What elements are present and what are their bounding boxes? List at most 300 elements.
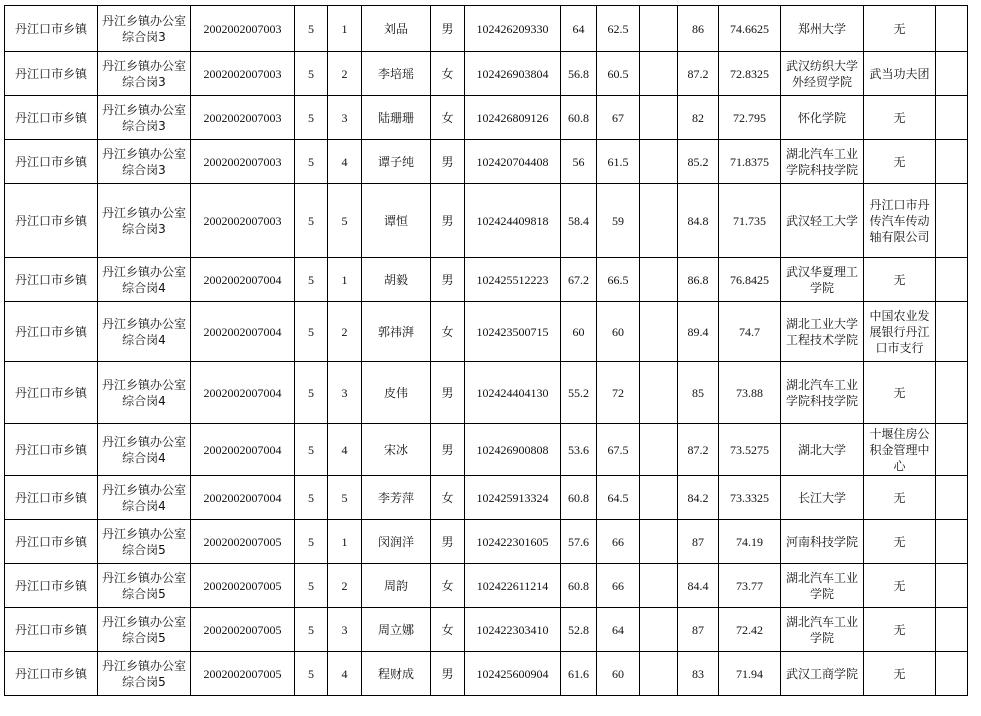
school-text: 湖北工业大学工程技术学院 bbox=[785, 316, 858, 347]
gender-text: 女 bbox=[441, 490, 454, 505]
quota-text: 5 bbox=[308, 213, 314, 228]
cell-name bbox=[362, 652, 431, 696]
rank-text: 5 bbox=[341, 213, 348, 228]
cell-written-score-1 bbox=[561, 362, 597, 424]
cell-note bbox=[936, 652, 968, 696]
cell-ticket-number bbox=[465, 52, 561, 96]
cell-written-score-2 bbox=[597, 52, 640, 96]
cell-name bbox=[362, 6, 431, 52]
table-row bbox=[5, 520, 968, 564]
cell-employer bbox=[864, 6, 936, 52]
name-text: 谭恒 bbox=[383, 213, 408, 228]
cell-blank-score bbox=[640, 520, 678, 564]
cell-name bbox=[362, 564, 431, 608]
cell-rank bbox=[328, 184, 362, 258]
position-code-text: 2002002007005 bbox=[203, 578, 282, 593]
quota-text: 5 bbox=[308, 578, 314, 593]
written-score-1-text: 56 bbox=[572, 154, 585, 169]
ticket-number-text: 102422301605 bbox=[476, 534, 549, 549]
cell-quota bbox=[295, 96, 328, 140]
table-row bbox=[5, 258, 968, 302]
cell-region bbox=[5, 140, 98, 184]
position-text: 丹江乡镇办公室综合岗5 bbox=[101, 614, 186, 645]
cell-ticket-number bbox=[465, 424, 561, 476]
ticket-number-text: 102422303410 bbox=[476, 622, 549, 637]
cell-name bbox=[362, 608, 431, 652]
written-score-1-text: 60 bbox=[572, 324, 585, 339]
total-score-text: 73.5275 bbox=[730, 442, 769, 457]
cell-note bbox=[936, 424, 968, 476]
written-score-2-text: 59 bbox=[612, 213, 624, 228]
school-text: 武汉轻工大学 bbox=[785, 213, 858, 228]
cell-note bbox=[936, 520, 968, 564]
position-text: 丹江乡镇办公室综合岗3 bbox=[101, 58, 186, 89]
cell-interview-score bbox=[678, 608, 719, 652]
cell-region bbox=[5, 258, 98, 302]
position-code-text: 2002002007005 bbox=[203, 666, 282, 681]
gender-text: 女 bbox=[441, 622, 454, 637]
total-score-text: 73.3325 bbox=[730, 490, 769, 505]
region-text: 丹江口市乡镇 bbox=[14, 154, 87, 169]
interview-score-text: 85 bbox=[692, 385, 704, 400]
interview-score-text: 87.2 bbox=[687, 442, 709, 457]
cell-interview-score bbox=[678, 302, 719, 362]
total-score-text: 71.8375 bbox=[730, 154, 769, 169]
cell-total-score bbox=[719, 302, 781, 362]
cell-position bbox=[98, 564, 191, 608]
ticket-number-text: 102425600904 bbox=[476, 666, 549, 681]
cell-note bbox=[936, 6, 968, 52]
total-score-text: 76.8425 bbox=[730, 272, 769, 287]
table-row bbox=[5, 652, 968, 696]
cell-region bbox=[5, 302, 98, 362]
position-code-text: 2002002007004 bbox=[203, 272, 282, 287]
name-text: 陆珊珊 bbox=[377, 110, 414, 125]
cell-position bbox=[98, 96, 191, 140]
cell-blank-score bbox=[640, 362, 678, 424]
cell-rank bbox=[328, 476, 362, 520]
rank-text: 1 bbox=[341, 21, 348, 36]
cell-gender bbox=[431, 140, 465, 184]
cell-gender bbox=[431, 52, 465, 96]
cell-position bbox=[98, 52, 191, 96]
cell-rank bbox=[328, 362, 362, 424]
cell-ticket-number bbox=[465, 520, 561, 564]
cell-position-code bbox=[191, 258, 295, 302]
cell-ticket-number bbox=[465, 608, 561, 652]
cell-ticket-number bbox=[465, 362, 561, 424]
cell-rank bbox=[328, 96, 362, 140]
cell-blank-score bbox=[640, 52, 678, 96]
cell-blank-score bbox=[640, 424, 678, 476]
cell-blank-score bbox=[640, 184, 678, 258]
cell-rank bbox=[328, 608, 362, 652]
written-score-2-text: 60 bbox=[612, 666, 624, 681]
cell-rank bbox=[328, 302, 362, 362]
cell-school bbox=[781, 652, 864, 696]
region-text: 丹江口市乡镇 bbox=[14, 490, 87, 505]
cell-written-score-2 bbox=[597, 96, 640, 140]
cell-employer bbox=[864, 184, 936, 258]
position-text: 丹江乡镇办公室综合岗3 bbox=[101, 205, 186, 236]
cell-position-code bbox=[191, 140, 295, 184]
name-text: 程财成 bbox=[377, 666, 414, 681]
cell-position bbox=[98, 258, 191, 302]
cell-interview-score bbox=[678, 424, 719, 476]
cell-quota bbox=[295, 520, 328, 564]
cell-position-code bbox=[191, 302, 295, 362]
position-text: 丹江乡镇办公室综合岗3 bbox=[101, 146, 186, 177]
quota-text: 5 bbox=[308, 272, 314, 287]
written-score-1-text: 64 bbox=[572, 21, 585, 36]
interview-score-text: 84.2 bbox=[687, 490, 709, 505]
cell-school bbox=[781, 424, 864, 476]
cell-region bbox=[5, 564, 98, 608]
cell-ticket-number bbox=[465, 564, 561, 608]
cell-quota bbox=[295, 6, 328, 52]
cell-gender bbox=[431, 608, 465, 652]
written-score-1-text: 60.8 bbox=[568, 490, 589, 505]
interview-score-text: 84.8 bbox=[687, 213, 709, 228]
cell-gender bbox=[431, 6, 465, 52]
cell-note bbox=[936, 140, 968, 184]
school-text: 武汉华夏理工学院 bbox=[785, 264, 858, 295]
interview-score-text: 84.4 bbox=[687, 578, 709, 593]
cell-interview-score bbox=[678, 258, 719, 302]
cell-total-score bbox=[719, 362, 781, 424]
rank-text: 2 bbox=[341, 578, 348, 593]
cell-position bbox=[98, 652, 191, 696]
employer-text: 无 bbox=[893, 272, 906, 287]
position-code-text: 2002002007003 bbox=[203, 66, 282, 81]
rank-text: 4 bbox=[341, 154, 348, 169]
position-code-text: 2002002007005 bbox=[203, 622, 282, 637]
quota-text: 5 bbox=[308, 666, 314, 681]
cell-ticket-number bbox=[465, 140, 561, 184]
quota-text: 5 bbox=[308, 66, 314, 81]
school-text: 湖北大学 bbox=[797, 442, 846, 457]
cell-position bbox=[98, 362, 191, 424]
gender-text: 女 bbox=[441, 110, 454, 125]
cell-position-code bbox=[191, 184, 295, 258]
region-text: 丹江口市乡镇 bbox=[14, 66, 87, 81]
cell-name bbox=[362, 140, 431, 184]
cell-position-code bbox=[191, 608, 295, 652]
interview-score-text: 82 bbox=[692, 110, 704, 125]
rank-text: 5 bbox=[341, 490, 348, 505]
cell-written-score-2 bbox=[597, 6, 640, 52]
table-row bbox=[5, 608, 968, 652]
total-score-text: 72.795 bbox=[733, 110, 766, 125]
table-row bbox=[5, 96, 968, 140]
cell-employer bbox=[864, 140, 936, 184]
cell-written-score-1 bbox=[561, 476, 597, 520]
cell-name bbox=[362, 258, 431, 302]
name-text: 郭祎湃 bbox=[377, 324, 414, 339]
interview-score-text: 86.8 bbox=[687, 272, 709, 287]
cell-gender bbox=[431, 184, 465, 258]
school-text: 湖北汽车工业学院 bbox=[785, 570, 858, 601]
cell-position-code bbox=[191, 362, 295, 424]
cell-note bbox=[936, 362, 968, 424]
quota-text: 5 bbox=[308, 110, 314, 125]
total-score-text: 74.6625 bbox=[730, 21, 769, 36]
table-row bbox=[5, 424, 968, 476]
ticket-number-text: 102425913324 bbox=[476, 490, 549, 505]
name-text: 宋冰 bbox=[383, 442, 408, 457]
region-text: 丹江口市乡镇 bbox=[14, 324, 87, 339]
cell-position-code bbox=[191, 96, 295, 140]
cell-note bbox=[936, 258, 968, 302]
gender-text: 男 bbox=[441, 385, 454, 400]
written-score-1-text: 67.2 bbox=[568, 272, 589, 287]
cell-school bbox=[781, 564, 864, 608]
ticket-number-text: 102420704408 bbox=[476, 154, 549, 169]
cell-position-code bbox=[191, 52, 295, 96]
cell-written-score-2 bbox=[597, 424, 640, 476]
cell-written-score-1 bbox=[561, 6, 597, 52]
cell-school bbox=[781, 184, 864, 258]
cell-rank bbox=[328, 52, 362, 96]
position-code-text: 2002002007003 bbox=[203, 213, 282, 228]
quota-text: 5 bbox=[308, 442, 314, 457]
total-score-text: 72.8325 bbox=[730, 66, 769, 81]
cell-rank bbox=[328, 652, 362, 696]
cell-name bbox=[362, 424, 431, 476]
cell-name bbox=[362, 96, 431, 140]
rank-text: 2 bbox=[341, 66, 348, 81]
cell-position bbox=[98, 184, 191, 258]
cell-position bbox=[98, 6, 191, 52]
cell-written-score-1 bbox=[561, 608, 597, 652]
interview-score-text: 83 bbox=[692, 666, 704, 681]
written-score-2-text: 62.5 bbox=[607, 21, 629, 36]
cell-written-score-1 bbox=[561, 652, 597, 696]
rank-text: 2 bbox=[341, 324, 348, 339]
employer-text: 无 bbox=[893, 578, 906, 593]
cell-written-score-1 bbox=[561, 258, 597, 302]
cell-rank bbox=[328, 6, 362, 52]
written-score-2-text: 67 bbox=[612, 110, 624, 125]
cell-total-score bbox=[719, 258, 781, 302]
table-row bbox=[5, 140, 968, 184]
position-text: 丹江乡镇办公室综合岗4 bbox=[101, 434, 186, 465]
cell-total-score bbox=[719, 184, 781, 258]
cell-quota bbox=[295, 52, 328, 96]
interview-score-text: 87 bbox=[692, 622, 704, 637]
cell-employer bbox=[864, 302, 936, 362]
gender-text: 女 bbox=[441, 324, 454, 339]
cell-school bbox=[781, 52, 864, 96]
cell-written-score-2 bbox=[597, 362, 640, 424]
cell-name bbox=[362, 52, 431, 96]
cell-position-code bbox=[191, 424, 295, 476]
cell-employer bbox=[864, 476, 936, 520]
written-score-2-text: 67.5 bbox=[607, 442, 629, 457]
cell-gender bbox=[431, 424, 465, 476]
cell-interview-score bbox=[678, 140, 719, 184]
cell-total-score bbox=[719, 564, 781, 608]
cell-school bbox=[781, 258, 864, 302]
cell-blank-score bbox=[640, 96, 678, 140]
school-text: 武汉纺织大学外经贸学院 bbox=[785, 58, 858, 89]
interview-score-text: 85.2 bbox=[687, 154, 709, 169]
cell-written-score-2 bbox=[597, 258, 640, 302]
employer-text: 无 bbox=[893, 490, 906, 505]
cell-written-score-1 bbox=[561, 302, 597, 362]
cell-region bbox=[5, 362, 98, 424]
cell-written-score-2 bbox=[597, 476, 640, 520]
quota-text: 5 bbox=[308, 21, 314, 36]
written-score-2-text: 66.5 bbox=[607, 272, 629, 287]
total-score-text: 73.77 bbox=[736, 578, 763, 593]
cell-interview-score bbox=[678, 184, 719, 258]
cell-region bbox=[5, 520, 98, 564]
cell-written-score-1 bbox=[561, 140, 597, 184]
ticket-number-text: 102422611214 bbox=[476, 578, 549, 593]
cell-gender bbox=[431, 652, 465, 696]
cell-region bbox=[5, 52, 98, 96]
cell-interview-score bbox=[678, 96, 719, 140]
cell-employer bbox=[864, 608, 936, 652]
written-score-1-text: 58.4 bbox=[568, 213, 589, 228]
cell-name bbox=[362, 302, 431, 362]
employer-text: 无 bbox=[893, 385, 906, 400]
quota-text: 5 bbox=[308, 490, 314, 505]
written-score-2-text: 60.5 bbox=[607, 66, 629, 81]
region-text: 丹江口市乡镇 bbox=[14, 666, 87, 681]
gender-text: 男 bbox=[441, 666, 454, 681]
name-text: 闵润洋 bbox=[377, 534, 414, 549]
cell-name bbox=[362, 476, 431, 520]
name-text: 周韵 bbox=[383, 578, 408, 593]
cell-interview-score bbox=[678, 520, 719, 564]
cell-note bbox=[936, 302, 968, 362]
name-text: 皮伟 bbox=[383, 385, 408, 400]
cell-gender bbox=[431, 564, 465, 608]
cell-position bbox=[98, 302, 191, 362]
position-text: 丹江乡镇办公室综合岗4 bbox=[101, 316, 186, 347]
cell-written-score-2 bbox=[597, 184, 640, 258]
written-score-1-text: 57.6 bbox=[568, 534, 589, 549]
cell-blank-score bbox=[640, 6, 678, 52]
written-score-1-text: 60.8 bbox=[568, 578, 589, 593]
cell-interview-score bbox=[678, 564, 719, 608]
cell-blank-score bbox=[640, 140, 678, 184]
cell-name bbox=[362, 184, 431, 258]
written-score-2-text: 60 bbox=[612, 324, 624, 339]
ticket-number-text: 102426903804 bbox=[476, 66, 549, 81]
written-score-1-text: 56.8 bbox=[568, 66, 589, 81]
cell-position-code bbox=[191, 564, 295, 608]
school-text: 湖北汽车工业学院科技学院 bbox=[785, 146, 858, 177]
cell-quota bbox=[295, 424, 328, 476]
employer-text: 无 bbox=[893, 110, 906, 125]
cell-employer bbox=[864, 96, 936, 140]
cell-blank-score bbox=[640, 302, 678, 362]
cell-total-score bbox=[719, 652, 781, 696]
cell-quota bbox=[295, 184, 328, 258]
position-code-text: 2002002007003 bbox=[203, 21, 282, 36]
table-body bbox=[5, 6, 968, 696]
cell-written-score-1 bbox=[561, 520, 597, 564]
cell-employer bbox=[864, 564, 936, 608]
school-text: 郑州大学 bbox=[797, 21, 846, 36]
school-text: 湖北汽车工业学院科技学院 bbox=[785, 377, 858, 408]
cell-blank-score bbox=[640, 608, 678, 652]
school-text: 武汉工商学院 bbox=[785, 666, 858, 681]
rank-text: 1 bbox=[341, 534, 348, 549]
cell-gender bbox=[431, 96, 465, 140]
cell-position-code bbox=[191, 6, 295, 52]
written-score-1-text: 53.6 bbox=[568, 442, 589, 457]
gender-text: 女 bbox=[441, 578, 454, 593]
cell-gender bbox=[431, 302, 465, 362]
cell-ticket-number bbox=[465, 184, 561, 258]
position-code-text: 2002002007004 bbox=[203, 442, 282, 457]
cell-position-code bbox=[191, 520, 295, 564]
interview-score-text: 86 bbox=[692, 21, 704, 36]
cell-total-score bbox=[719, 140, 781, 184]
cell-rank bbox=[328, 140, 362, 184]
cell-gender bbox=[431, 476, 465, 520]
cell-total-score bbox=[719, 476, 781, 520]
cell-interview-score bbox=[678, 652, 719, 696]
cell-employer bbox=[864, 52, 936, 96]
region-text: 丹江口市乡镇 bbox=[14, 272, 87, 287]
cell-blank-score bbox=[640, 476, 678, 520]
cell-quota bbox=[295, 652, 328, 696]
rank-text: 4 bbox=[341, 442, 348, 457]
cell-region bbox=[5, 424, 98, 476]
cell-quota bbox=[295, 302, 328, 362]
cell-school bbox=[781, 608, 864, 652]
cell-written-score-1 bbox=[561, 184, 597, 258]
position-text: 丹江乡镇办公室综合岗4 bbox=[101, 264, 186, 295]
written-score-2-text: 66 bbox=[612, 534, 624, 549]
employer-text: 无 bbox=[893, 154, 906, 169]
cell-school bbox=[781, 520, 864, 564]
rank-text: 3 bbox=[341, 385, 348, 400]
quota-text: 5 bbox=[308, 534, 314, 549]
written-score-2-text: 64.5 bbox=[607, 490, 629, 505]
cell-note bbox=[936, 564, 968, 608]
cell-total-score bbox=[719, 424, 781, 476]
position-code-text: 2002002007004 bbox=[203, 385, 282, 400]
region-text: 丹江口市乡镇 bbox=[14, 622, 87, 637]
cell-region bbox=[5, 6, 98, 52]
cell-written-score-2 bbox=[597, 520, 640, 564]
cell-note bbox=[936, 96, 968, 140]
cell-position bbox=[98, 476, 191, 520]
total-score-text: 71.735 bbox=[733, 213, 766, 228]
school-text: 长江大学 bbox=[797, 490, 846, 505]
cell-position bbox=[98, 608, 191, 652]
cell-position bbox=[98, 140, 191, 184]
cell-interview-score bbox=[678, 476, 719, 520]
written-score-1-text: 61.6 bbox=[568, 666, 589, 681]
cell-interview-score bbox=[678, 362, 719, 424]
cell-position-code bbox=[191, 652, 295, 696]
position-text: 丹江乡镇办公室综合岗5 bbox=[101, 526, 186, 557]
rank-text: 3 bbox=[341, 110, 348, 125]
total-score-text: 73.88 bbox=[736, 385, 763, 400]
cell-gender bbox=[431, 520, 465, 564]
position-code-text: 2002002007004 bbox=[203, 324, 282, 339]
region-text: 丹江口市乡镇 bbox=[14, 578, 87, 593]
cell-written-score-1 bbox=[561, 424, 597, 476]
employer-text: 无 bbox=[893, 21, 906, 36]
